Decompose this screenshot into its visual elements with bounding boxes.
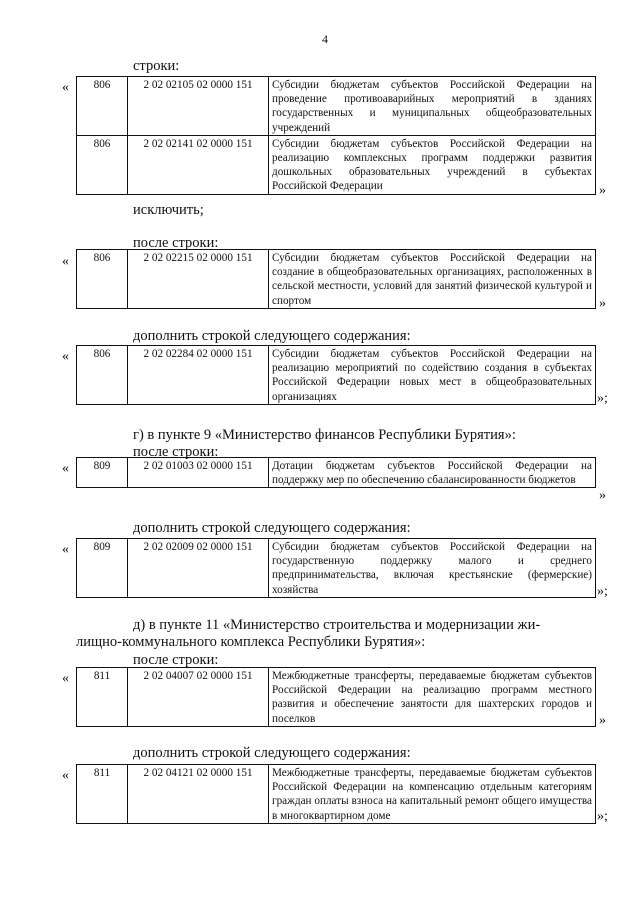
open-quote: « — [62, 80, 69, 95]
block3-table — [76, 345, 596, 405]
block2-table — [76, 249, 596, 309]
after-row-label: после строки: — [133, 235, 219, 251]
block5-table — [76, 538, 596, 598]
after-row-label: после строки: — [133, 444, 219, 460]
code-cell: 811 — [77, 668, 128, 727]
kbk-cell: 2 02 04121 02 0000 151 — [128, 765, 269, 824]
block7-table — [76, 764, 596, 824]
exclude-label: исключить; — [133, 202, 204, 218]
table-row — [77, 77, 596, 136]
description-cell: Субсидии бюджетам субъектов Российской Федерации на реализацию мероприятий по содействию создания в субъектах Российской Федерации новых мест в общеобразовательных организациях — [269, 346, 596, 405]
open-quote: « — [62, 542, 69, 557]
table-row — [77, 250, 596, 309]
kbk-cell: 2 02 02215 02 0000 151 — [128, 250, 269, 309]
open-quote: « — [62, 349, 69, 364]
kbk-cell: 2 02 02284 02 0000 151 — [128, 346, 269, 405]
code-cell: 806 — [77, 346, 128, 405]
kbk-cell: 2 02 04007 02 0000 151 — [128, 668, 269, 727]
code-cell: 806 — [77, 135, 128, 194]
close-quote: » — [599, 488, 606, 503]
description-cell: Субсидии бюджетам субъектов Российской Федерации на создание в общеобразовательных организациях, расположенных в сельской местности, условий для занятий физической культурой и спортом — [269, 250, 596, 309]
open-quote: « — [62, 671, 69, 686]
kbk-cell: 2 02 02105 02 0000 151 — [128, 77, 269, 136]
after-row-label: после строки: — [133, 652, 219, 668]
block6-table — [76, 667, 596, 727]
block4-table — [76, 457, 596, 488]
close-quote-semicolon: »; — [597, 584, 608, 599]
table-row — [77, 539, 596, 598]
code-cell: 806 — [77, 250, 128, 309]
add-row-label: дополнить строкой следующего содержания: — [133, 328, 411, 344]
page-number: 4 — [322, 32, 328, 46]
description-cell: Субсидии бюджетам субъектов Российской Федерации на реализацию комплексных программ поддержки развития дошкольных образовательных учреждений в субъектах Российской Федерации — [269, 135, 596, 194]
add-row-label: дополнить строкой следующего содержания: — [133, 745, 411, 761]
close-quote: » — [599, 713, 606, 728]
table-row — [77, 668, 596, 727]
code-cell: 809 — [77, 539, 128, 598]
block1-table — [76, 76, 596, 195]
open-quote: « — [62, 768, 69, 783]
description-cell: Дотации бюджетам субъектов Российской Федерации на поддержку мер по обеспечению сбалансированности бюджетов — [269, 458, 596, 488]
description-cell: Субсидии бюджетам субъектов Российской Федерации на проведение противоаварийных мероприятий в зданиях государственных и муниципальных общеобразовательных учреждений — [269, 77, 596, 136]
section-g-heading: г) в пункте 9 «Министерство финансов Республики Бурятия»: — [133, 427, 516, 443]
close-quote-semicolon: »; — [597, 809, 608, 824]
section-d-heading-line1: д) в пункте 11 «Министерство строительства и модернизации жи- — [133, 617, 541, 633]
table-row — [77, 346, 596, 405]
code-cell: 809 — [77, 458, 128, 488]
description-cell: Субсидии бюджетам субъектов Российской Федерации на государственную поддержку малого и среднего предпринимательства, включая крестьянские (фермерские) хозяйства — [269, 539, 596, 598]
add-row-label: дополнить строкой следующего содержания: — [133, 520, 411, 536]
table-row — [77, 458, 596, 488]
kbk-cell: 2 02 02141 02 0000 151 — [128, 135, 269, 194]
code-cell: 811 — [77, 765, 128, 824]
open-quote: « — [62, 254, 69, 269]
code-cell: 806 — [77, 77, 128, 136]
close-quote: » — [599, 183, 606, 198]
description-cell: Межбюджетные трансферты, передаваемые бюджетам субъектов Российской Федерации на компенсацию отдельным категориям граждан оплаты взноса на капитальный ремонт общего имущества в многоквартирном доме — [269, 765, 596, 824]
kbk-cell: 2 02 01003 02 0000 151 — [128, 458, 269, 488]
table-row — [77, 135, 596, 194]
kbk-cell: 2 02 02009 02 0000 151 — [128, 539, 269, 598]
description-cell: Межбюджетные трансферты, передаваемые бюджетам субъектов Российской Федерации на реализацию программ местного развития и обеспечение занятости для шахтерских городов и поселков — [269, 668, 596, 727]
close-quote-semicolon: »; — [597, 391, 608, 406]
open-quote: « — [62, 461, 69, 476]
section-d-heading-line2: лищно-коммунального комплекса Республики Бурятия»: — [76, 634, 426, 650]
intro-label: строки: — [133, 58, 180, 74]
table-row — [77, 765, 596, 824]
close-quote: » — [599, 296, 606, 311]
